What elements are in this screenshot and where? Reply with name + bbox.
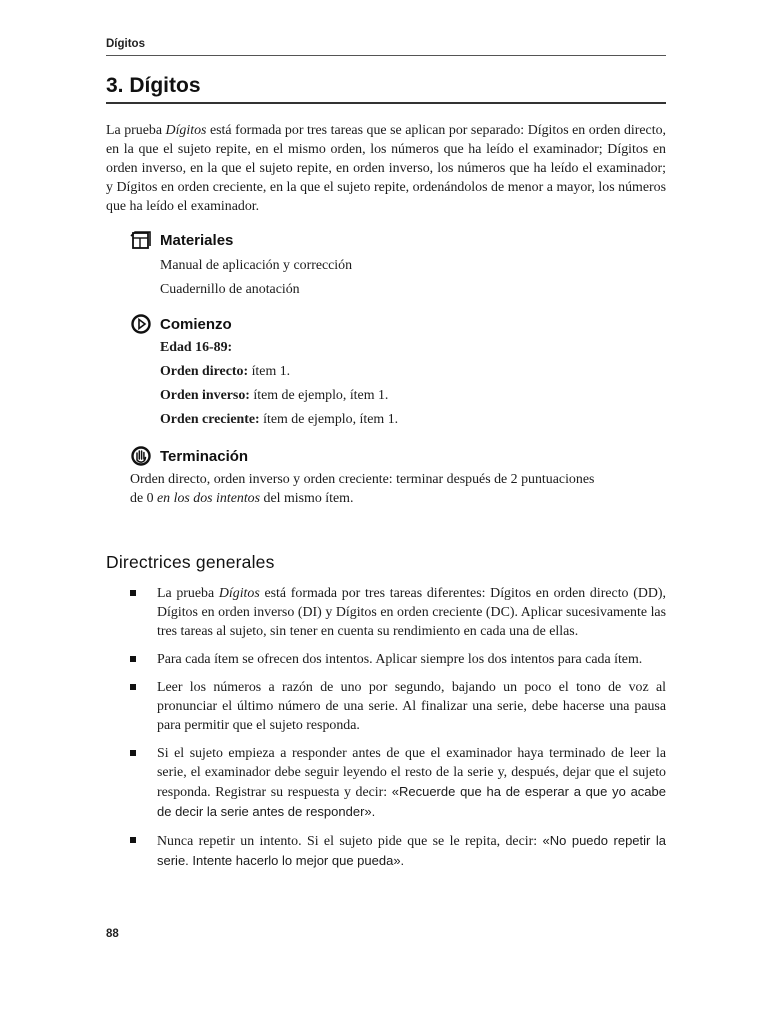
chapter-title: 3. Dígitos bbox=[106, 74, 201, 97]
terminacion-title: Terminación bbox=[160, 447, 249, 465]
header-rule bbox=[106, 55, 666, 56]
start-icon bbox=[130, 313, 152, 335]
list-item: Para cada ítem se ofrecen dos intentos. Aplicar siempre los dos intentos para cada ítem. bbox=[130, 650, 666, 669]
bullet-square-icon bbox=[130, 684, 136, 690]
list-item: Leer los números a razón de uno por segundo, bajando un poco el tono de voz al pronunciar el último número de una serie. Al finalizar una serie, debe hacerse una pausa para permitir que el sujeto responda. bbox=[130, 678, 666, 735]
start-row: Orden inverso: ítem de ejemplo, ítem 1. bbox=[160, 388, 389, 403]
guidelines-list bbox=[130, 584, 666, 880]
materiales-item: Manual de aplicación y corrección bbox=[160, 258, 353, 273]
materials-icon bbox=[130, 229, 152, 251]
list-item: Si el sujeto empieza a responder antes de que el examinador haya terminado de leer la serie, el examinador debe seguir leyendo el resto de la serie y, después, dejar que el sujeto responda. Registrar su respuesta y decir: «Recuerde que ha de esperar a que yo acabe de decir la serie antes de responder». bbox=[130, 744, 666, 822]
list-item: Nunca repetir un intento. Si el sujeto pide que se le repita, decir: «No puedo repetir la serie. Intente hacerlo lo mejor que pueda». bbox=[130, 831, 666, 871]
start-row: Orden creciente: ítem de ejemplo, ítem 1. bbox=[160, 412, 399, 427]
terminacion-section bbox=[130, 445, 600, 508]
comienzo-title: Comienzo bbox=[160, 315, 232, 333]
bullet-square-icon bbox=[130, 750, 136, 756]
comienzo-section bbox=[130, 313, 398, 432]
test-name: Dígitos bbox=[165, 123, 207, 138]
materiales-section bbox=[130, 229, 352, 302]
stop-hand-icon bbox=[130, 445, 152, 467]
age-range: Edad 16-89: bbox=[160, 340, 233, 355]
bullet-square-icon bbox=[130, 837, 136, 843]
quoted-instruction: «Recuerde que ha de esperar a que yo acabe de decir la serie antes de responder». bbox=[157, 784, 667, 819]
quoted-instruction: «No puedo repetir la serie. Intente hacerlo lo mejor que pueda». bbox=[157, 833, 666, 868]
materiales-item: Cuadernillo de anotación bbox=[160, 282, 300, 297]
title-rule bbox=[106, 102, 666, 104]
running-header: Dígitos bbox=[106, 38, 145, 50]
general-guidelines-title: Directrices generales bbox=[106, 552, 275, 572]
intro-paragraph: La prueba Dígitos está formada por tres tareas que se aplican por separado: Dígitos en orden directo, en la que el sujeto repite, en el mismo orden, los números que ha leído el examinador; Dígitos en orden inverso, en la que el sujeto repite, en orden inverso, los números que ha leído el examinador; y Dígitos en orden creciente, en la que el sujeto repite, ordenándolos de menor a mayor, los números que ha leído el examinador. bbox=[106, 123, 666, 214]
page-number: 88 bbox=[106, 928, 119, 940]
bullet-square-icon bbox=[130, 590, 136, 596]
materiales-title: Materiales bbox=[160, 231, 234, 249]
terminacion-text: Orden directo, orden inverso y orden creciente: terminar después de 2 puntuaciones de 0 en los dos intentos del mismo ítem. bbox=[130, 472, 595, 506]
start-row: Orden directo: ítem 1. bbox=[160, 364, 291, 379]
bullet-square-icon bbox=[130, 656, 136, 662]
list-item: La prueba Dígitos está formada por tres tareas diferentes: Dígitos en orden directo (DD), Dígitos en orden inverso (DI) y Dígitos en orden creciente (DC). Aplicar sucesivamente las tres tareas al sujeto, sin tener en cuenta su rendimiento en cada una de ellas. bbox=[130, 584, 666, 641]
